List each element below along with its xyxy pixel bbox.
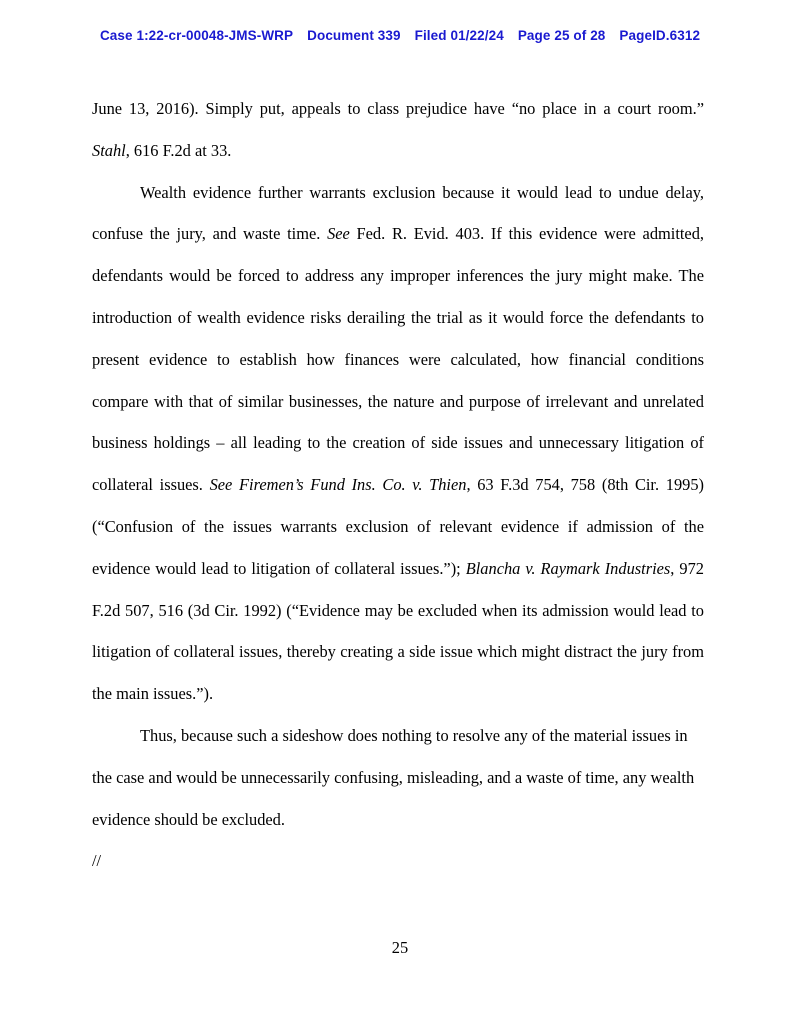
document-body — [92, 88, 704, 882]
paragraph-2 — [92, 172, 704, 715]
header-document-number: Document 339 — [307, 28, 401, 43]
text-run: Wealth evidence further warrants exclusion because it would lead to undue delay, confuse the jury, and waste time. — [92, 182, 704, 244]
paragraph-3 — [92, 715, 704, 840]
court-filing-header — [0, 28, 800, 43]
text-run: Thus, because such a sideshow does nothing to resolve any of the material issues in the case and would be unnecessarily confusing, misleading, and a waste of time, any wealth evidence should be excluded. — [92, 725, 695, 829]
text-run: , 616 F.2d at 33. — [125, 140, 232, 160]
header-page-of: Page 25 of 28 — [517, 28, 606, 43]
continuation-marker: // — [92, 851, 102, 871]
text-run: Fed. R. Evid. 403. If this evidence were admitted, defendants would be forced to address any improper inferences the jury might make. The introduction of wealth evidence risks derailing the trial as it would force the defendants to present evidence to establish how finances were calculated, how financial conditions compare with that of similar businesses, the nature and purpose of irrelevant and unrelated business holdings – all leading to the creation of side issues and unnecessary litigation of collateral issues. — [92, 224, 705, 495]
text-run: See — [327, 224, 350, 244]
header-case-number: Case 1:22-cr-00048-JMS-WRP — [99, 28, 294, 43]
text-run: See Firemen’s Fund Ins. Co. v. Thien — [209, 475, 467, 495]
header-filed-date: Filed 01/22/24 — [414, 28, 504, 43]
text-run: , 63 F.3d 754, 758 (8th Cir. 1995) (“Confusion of the issues warrants exclusion of relevant evidence if admission of the evidence would lead to litigation of collateral issues.”); — [92, 475, 704, 578]
text-run: Stahl — [92, 140, 126, 160]
header-page-id: PageID.6312 — [619, 28, 701, 43]
text-run: Blancha v. Raymark Industries — [465, 558, 671, 578]
text-run: , 972 F.2d 507, 516 (3d Cir. 1992) (“Evidence may be excluded when its admission would lead to litigation of collateral issues, thereby creating a side issue which might distract the jury from the main issues.”). — [92, 558, 704, 704]
text-run: June 13, 2016). Simply put, appeals to class prejudice have “no place in a court room.” — [92, 99, 704, 118]
paragraph-1 — [92, 88, 704, 172]
page-number: 25 — [391, 938, 409, 957]
